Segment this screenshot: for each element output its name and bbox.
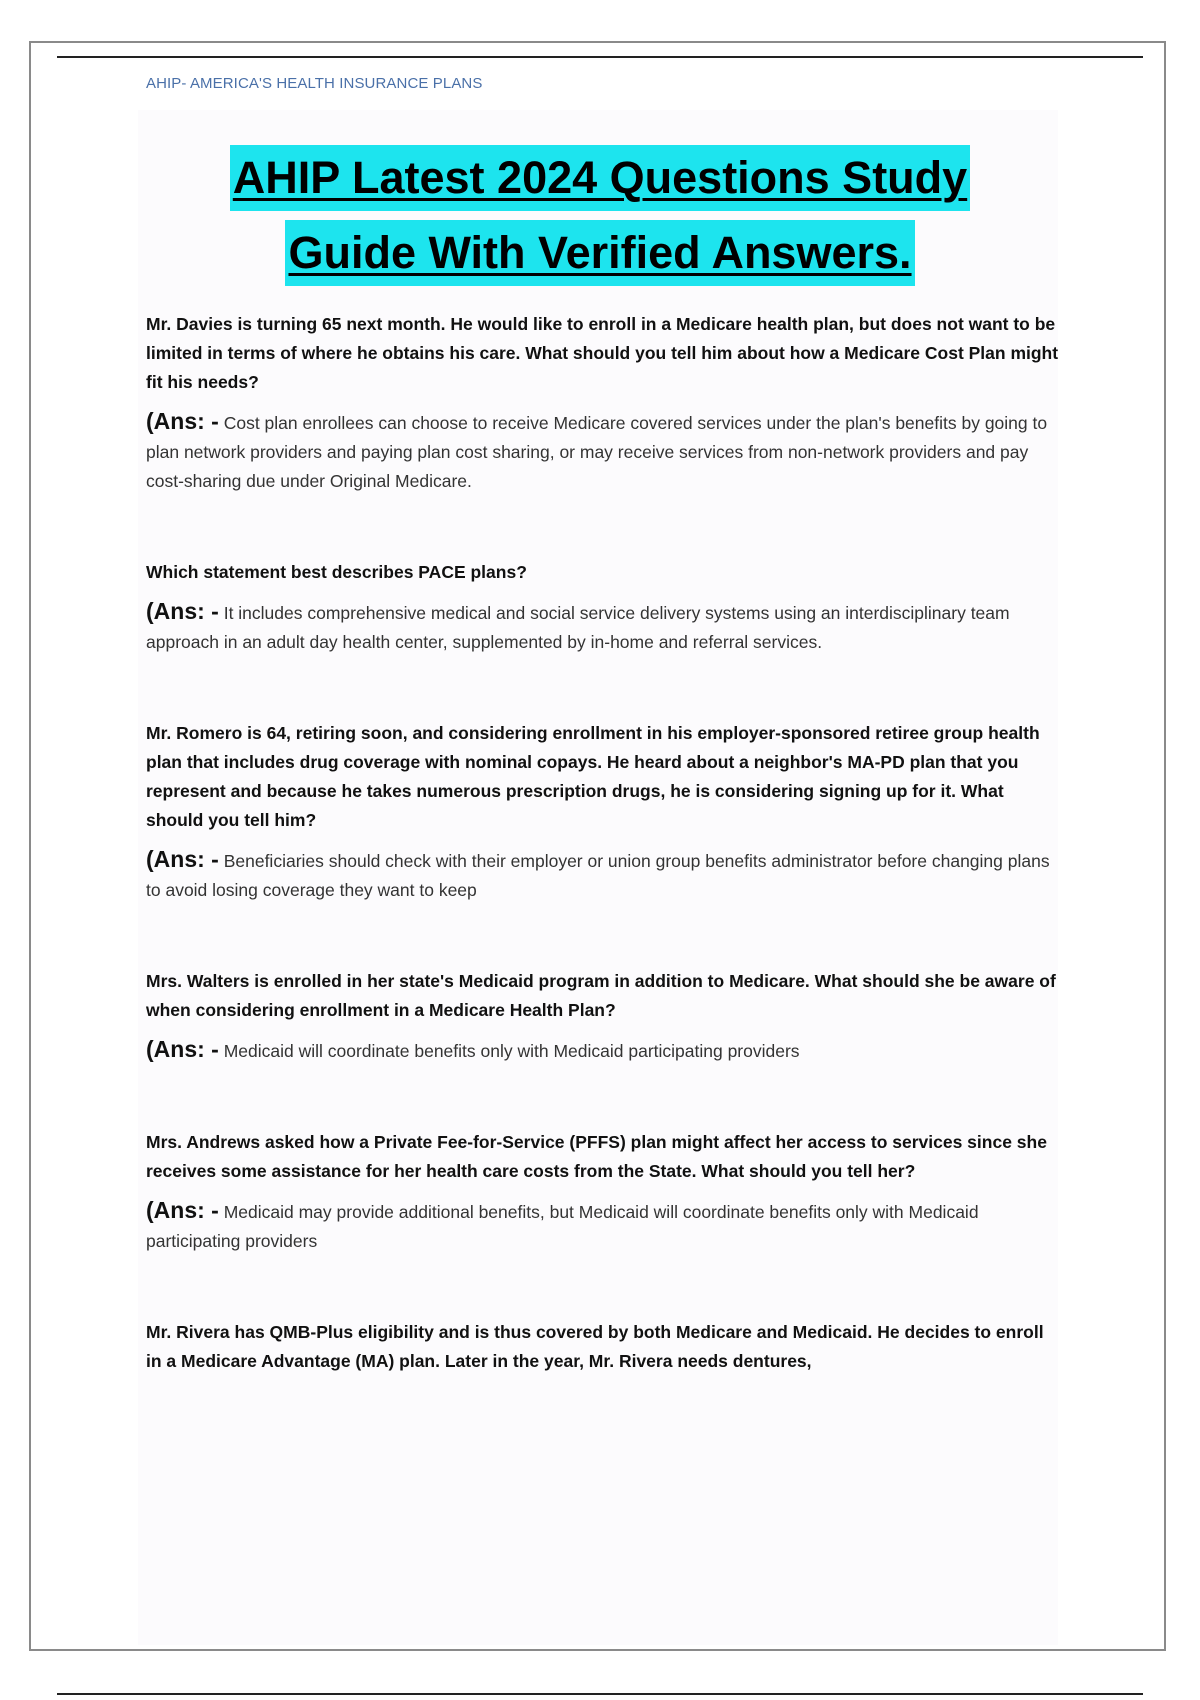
- answer-label: (Ans: -: [146, 408, 219, 434]
- question-text: Mr. Romero is 64, retiring soon, and considering enrollment in his employer-sponsored retiree group health plan that includes drug coverage with nominal copays. He heard about a neighbor's MA-PD plan that you represent and because he takes numerous prescription drugs, he is considering signing up for it. What should you tell him?: [146, 723, 1040, 830]
- answer-block: [146, 845, 1061, 905]
- answer-block: [146, 1196, 1061, 1256]
- bottom-rule: [57, 1693, 1143, 1695]
- answer-label: (Ans: -: [146, 1036, 219, 1062]
- answer-text: Medicaid will coordinate benefits only with Medicaid participating providers: [223, 1041, 800, 1061]
- qa-item: [146, 967, 1061, 1066]
- document-title: [150, 145, 1050, 295]
- answer-label: (Ans: -: [146, 1197, 219, 1223]
- qa-item: [146, 310, 1061, 496]
- qa-item: [146, 1318, 1061, 1376]
- question-text: Mr. Rivera has QMB-Plus eligibility and is thus covered by both Medicare and Medicaid. He decides to enroll in a Medicare Advantage (MA) plan. Later in the year, Mr. Rivera needs dentures,: [146, 1322, 1044, 1371]
- running-header: AHIP- AMERICA'S HEALTH INSURANCE PLANS: [146, 75, 483, 92]
- answer-block: [146, 597, 1061, 657]
- answer-text: Beneficiaries should check with their employer or union group benefits administrator before changing plans to avoid losing coverage they want to keep: [146, 851, 1050, 900]
- answer-text: Cost plan enrollees can choose to receive Medicare covered services under the plan's benefits by going to plan network providers and paying plan cost sharing, or may receive services from non-network providers and pay cost-sharing due under Original Medicare.: [146, 413, 1048, 491]
- answer-label: (Ans: -: [146, 598, 219, 624]
- answer-block: [146, 1035, 1061, 1066]
- question-text: Mr. Davies is turning 65 next month. He would like to enroll in a Medicare health plan, but does not want to be limited in terms of where he obtains his care. What should you tell him about how a Medicare Cost Plan might fit his needs?: [146, 314, 1059, 392]
- question-text: Mrs. Andrews asked how a Private Fee-for-Service (PFFS) plan might affect her access to services since she receives some assistance for her health care costs from the State. What should you tell her?: [146, 1132, 1047, 1181]
- answer-label: (Ans: -: [146, 846, 219, 872]
- qa-item: [146, 1128, 1061, 1256]
- answer-block: [146, 407, 1061, 496]
- answer-text: It includes comprehensive medical and social service delivery systems using an interdisciplinary team approach in an adult day health center, supplemented by in-home and referral services.: [146, 603, 1010, 652]
- title-line-1: AHIP Latest 2024 Questions Study: [230, 145, 970, 211]
- question-text: Mrs. Walters is enrolled in her state's Medicaid program in addition to Medicare. What should she be aware of when considering enrollment in a Medicare Health Plan?: [146, 971, 1056, 1020]
- title-line-2: Guide With Verified Answers.: [285, 220, 914, 286]
- answer-text: Medicaid may provide additional benefits, but Medicaid will coordinate benefits only with Medicaid participating providers: [146, 1202, 979, 1251]
- qa-item: [146, 558, 1061, 657]
- qa-list: [146, 310, 1061, 1376]
- qa-item: [146, 719, 1061, 905]
- top-rule: [57, 56, 1143, 58]
- question-text: Which statement best describes PACE plans?: [146, 562, 527, 582]
